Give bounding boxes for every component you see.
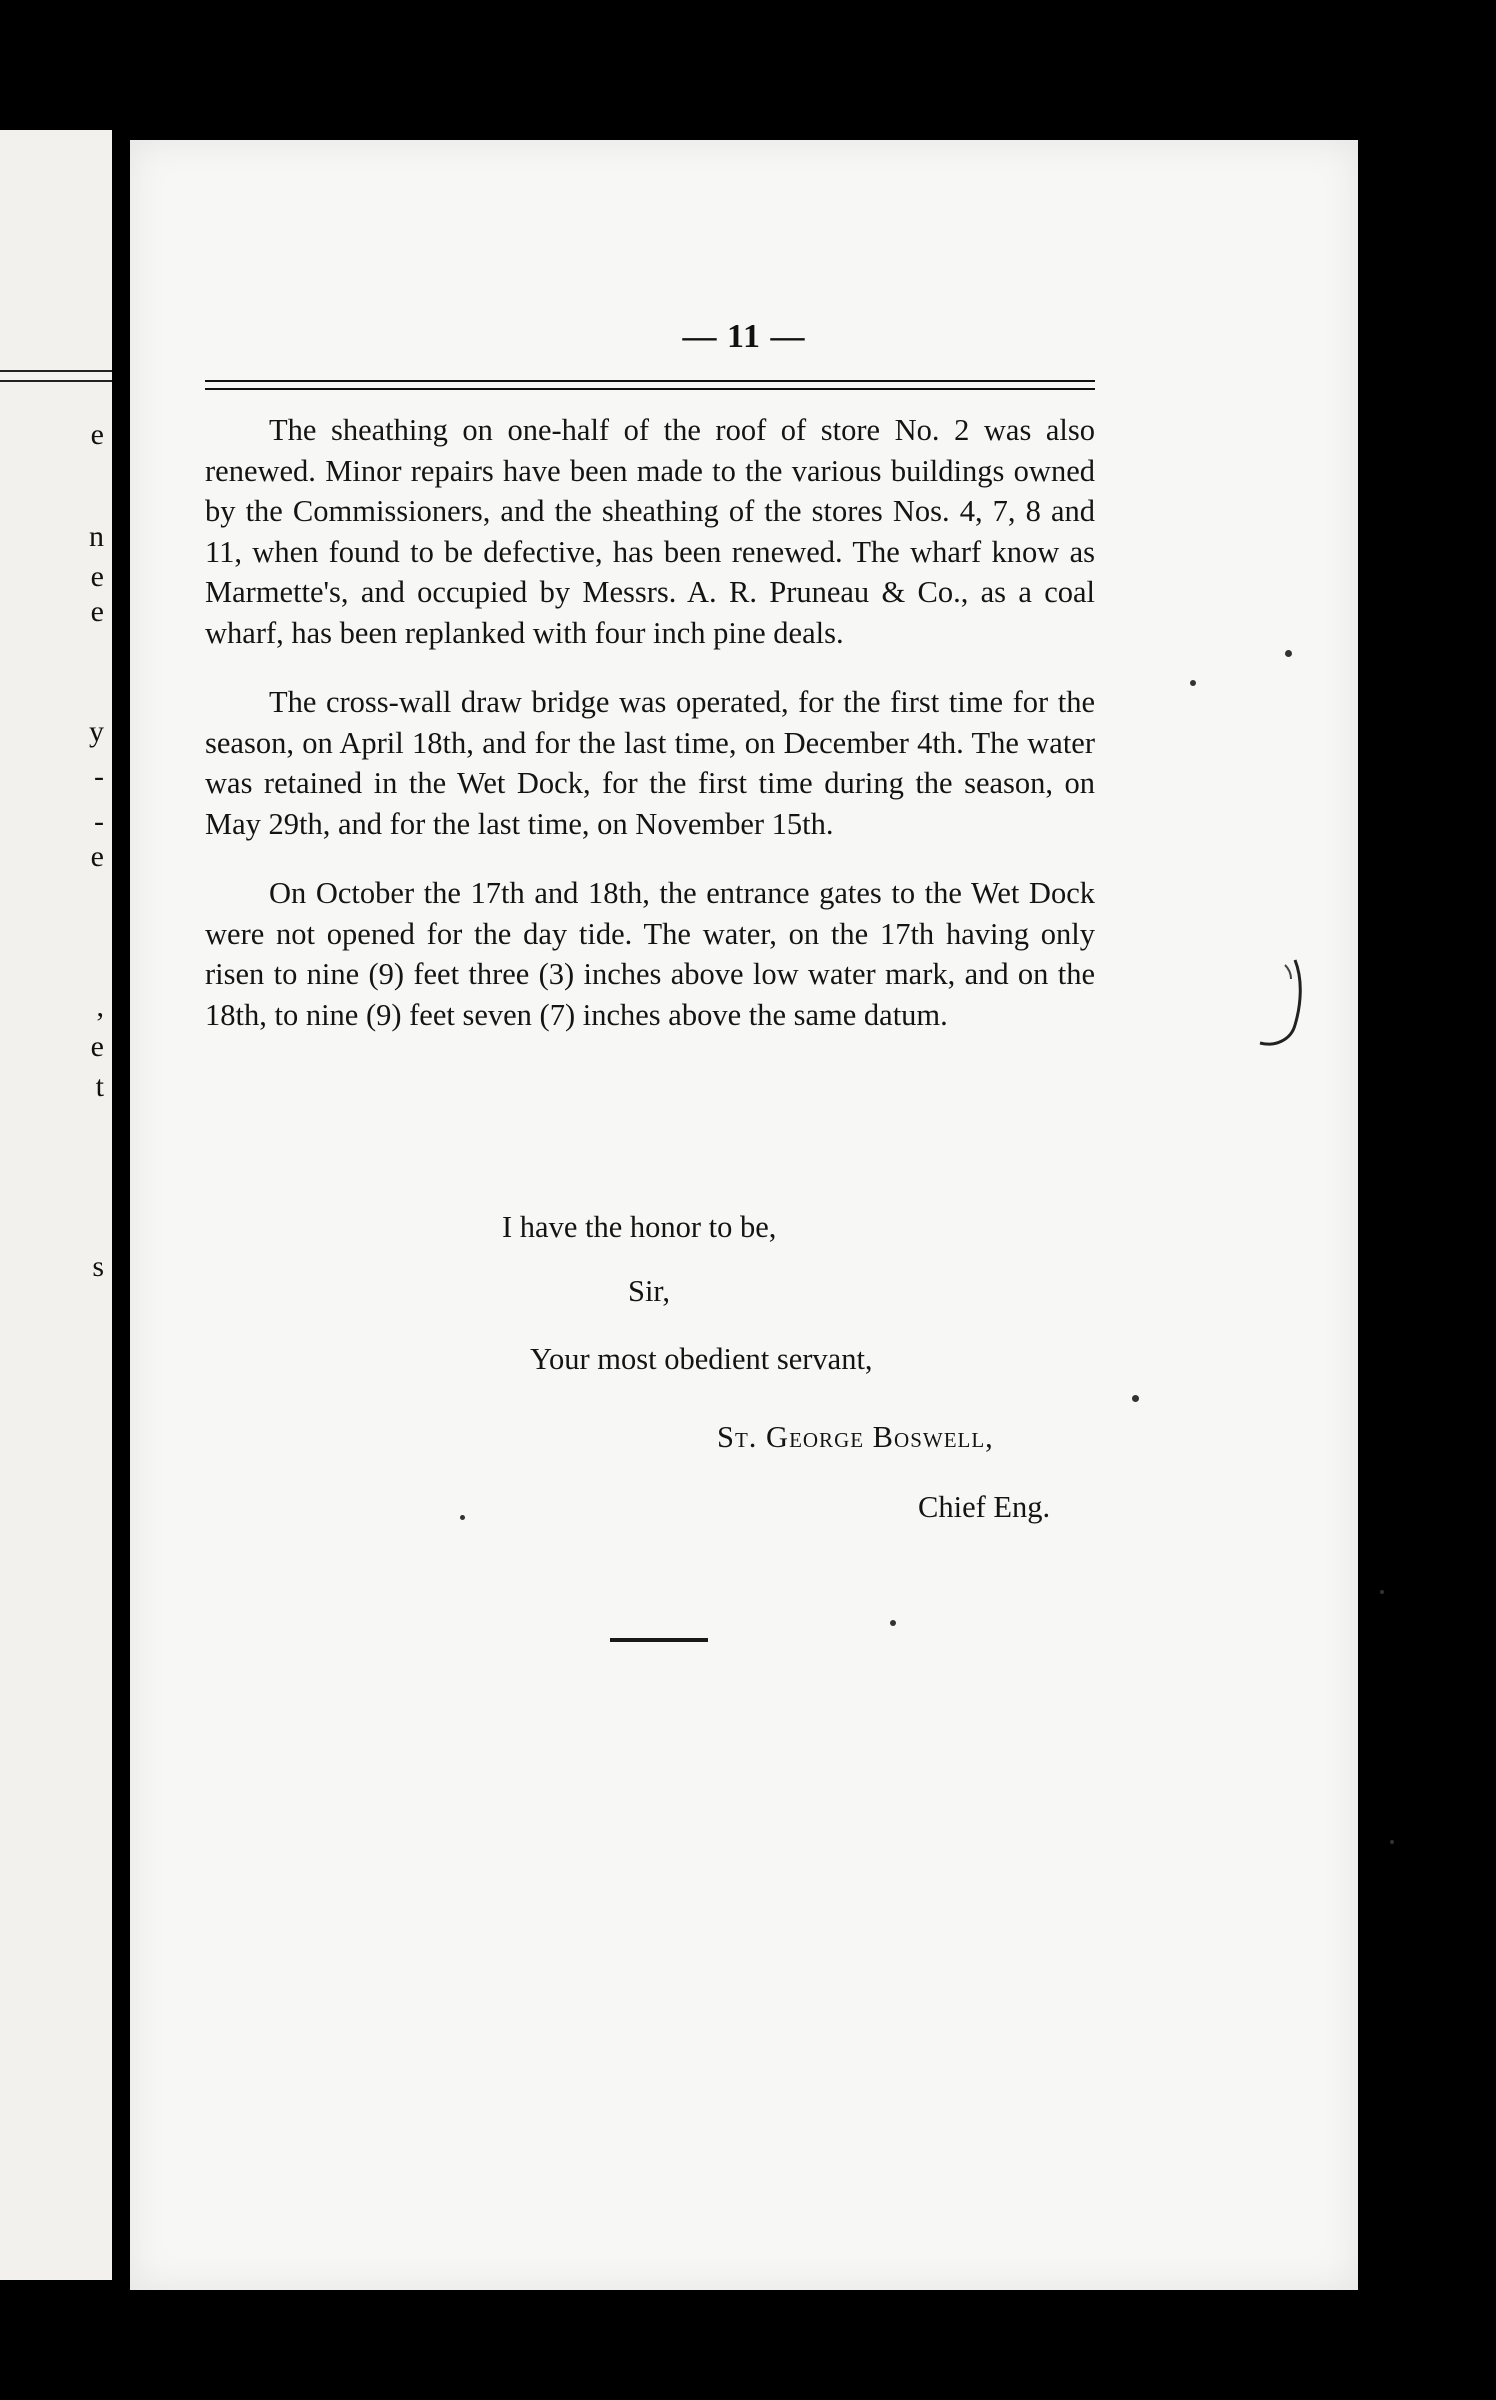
body-text [205, 410, 1095, 1064]
end-rule [610, 1638, 708, 1642]
closing-sir: Sir, [628, 1274, 670, 1308]
previous-page-fragment: , [96, 990, 104, 1023]
pen-mark-icon [1255, 955, 1315, 1065]
scan-speck [1285, 650, 1292, 657]
closing-salutation: I have the honor to be, [502, 1210, 777, 1244]
previous-page-edge [0, 130, 112, 2280]
scan-speck [1390, 1840, 1394, 1844]
document-page [130, 140, 1358, 2290]
scan-speck [1190, 680, 1196, 686]
previous-page-fragment: e [90, 418, 104, 451]
previous-page-fragment: s [92, 1250, 104, 1283]
previous-page-fragment: - [94, 760, 104, 793]
previous-page-rule [0, 380, 112, 382]
scan-speck [460, 1515, 465, 1520]
previous-page-fragment: e [90, 1030, 104, 1063]
scan-speck [890, 1620, 896, 1626]
signature-name: St. George Boswell, [717, 1420, 994, 1454]
previous-page-fragment: e [90, 840, 104, 873]
paragraph: On October the 17th and 18th, the entrance gates to the Wet Dock were not opened for the day tide. The water, on the 17th having only risen to nine (9) feet three (3) inches above low water mark, and on the 18th, to nine (9) feet seven (7) inches above the same datum. [205, 876, 1095, 1032]
paragraph: The cross-wall draw bridge was operated, for the first time for the season, on April 18th, and for the last time, on December 4th. The water was retained in the Wet Dock, for the first time during the season, on May 29th, and for the last time, on November 15th. [205, 685, 1095, 841]
header-double-rule [205, 380, 1095, 390]
scan-speck [1132, 1395, 1139, 1402]
previous-page-fragment: e [90, 595, 104, 628]
previous-page-fragment: e [90, 560, 104, 593]
page-number: — 11 — [682, 318, 806, 355]
signature-title: Chief Eng. [918, 1490, 1051, 1524]
scan-speck [1380, 1590, 1384, 1594]
previous-page-rule [0, 370, 112, 372]
previous-page-fragment: t [95, 1070, 104, 1103]
closing-servant: Your most obedient servant, [530, 1342, 873, 1376]
previous-page-fragment: - [94, 805, 104, 838]
paragraph: The sheathing on one-half of the roof of store No. 2 was also renewed. Minor repairs have been made to the various buildings owned by the Commissioners, and the sheathing of the stores Nos. 4, 7, 8 and 11, when found to be defective, has been renewed. The wharf know as Marmette's, and occupied by Messrs. A. R. Pruneau & Co., as a coal wharf, has been replanked with four inch pine deals. [205, 413, 1095, 650]
previous-page-fragment: n [89, 520, 104, 553]
previous-page-fragment: y [89, 715, 104, 748]
